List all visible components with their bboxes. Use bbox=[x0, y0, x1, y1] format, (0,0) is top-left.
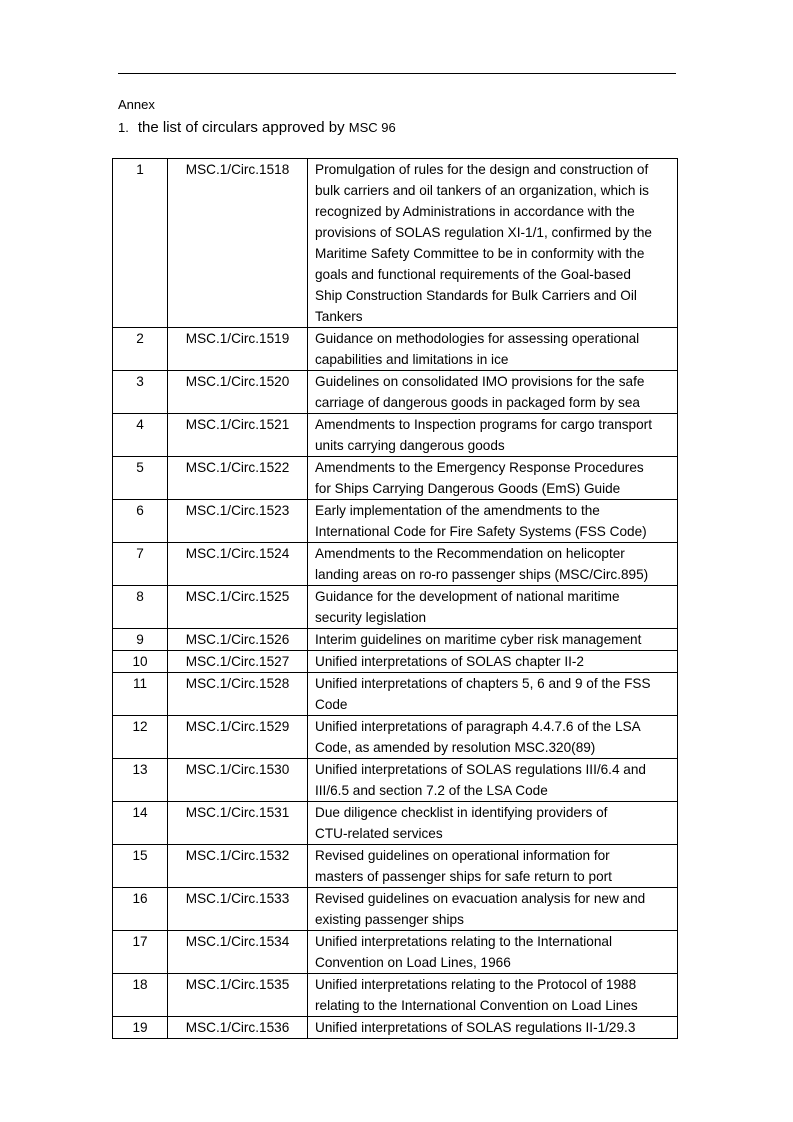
row-number: 8 bbox=[113, 586, 168, 629]
circular-reference: MSC.1/Circ.1529 bbox=[168, 716, 308, 759]
circular-title bbox=[308, 673, 678, 716]
circular-reference: MSC.1/Circ.1527 bbox=[168, 651, 308, 673]
circular-title bbox=[308, 759, 678, 802]
circular-reference: MSC.1/Circ.1519 bbox=[168, 328, 308, 371]
circulars-table bbox=[112, 158, 678, 1039]
circular-title bbox=[308, 457, 678, 500]
title-line: goals and functional requirements of the Goal-based bbox=[315, 267, 631, 282]
title-line: Convention on Load Lines, 1966 bbox=[315, 955, 511, 970]
title-line: Guidance for the development of national maritime bbox=[315, 589, 620, 604]
table-row bbox=[113, 673, 678, 716]
title-line: bulk carriers and oil tankers of an organization, which is bbox=[315, 183, 649, 198]
title-line: Guidelines on consolidated IMO provisions for the safe bbox=[315, 374, 645, 389]
title-line: masters of passenger ships for safe return to port bbox=[315, 869, 612, 884]
circular-title bbox=[308, 716, 678, 759]
title-line: security legislation bbox=[315, 610, 427, 625]
row-number: 18 bbox=[113, 974, 168, 1017]
title-line: Unified interpretations of SOLAS regulations II-1/29.3 bbox=[315, 1020, 636, 1035]
circular-title bbox=[308, 1017, 678, 1039]
title-line: relating to the International Convention on Load Lines bbox=[315, 998, 638, 1013]
title-line: Interim guidelines on maritime cyber risk management bbox=[315, 632, 642, 647]
title-line: units carrying dangerous goods bbox=[315, 438, 505, 453]
title-line: Promulgation of rules for the design and construction of bbox=[315, 162, 649, 177]
title-line: carriage of dangerous goods in packaged form by sea bbox=[315, 395, 640, 410]
circular-title bbox=[308, 371, 678, 414]
title-line: for Ships Carrying Dangerous Goods (EmS) Guide bbox=[315, 481, 621, 496]
heading-committee: MSC 96 bbox=[348, 120, 396, 135]
table-row bbox=[113, 414, 678, 457]
circular-reference: MSC.1/Circ.1536 bbox=[168, 1017, 308, 1039]
row-number: 10 bbox=[113, 651, 168, 673]
row-number: 7 bbox=[113, 543, 168, 586]
row-number: 9 bbox=[113, 629, 168, 651]
table-row bbox=[113, 845, 678, 888]
table-row bbox=[113, 931, 678, 974]
title-line: Revised guidelines on evacuation analysis for new and bbox=[315, 891, 646, 906]
row-number: 19 bbox=[113, 1017, 168, 1039]
circular-reference: MSC.1/Circ.1535 bbox=[168, 974, 308, 1017]
table-row bbox=[113, 586, 678, 629]
section-heading bbox=[118, 119, 396, 136]
title-line: CTU-related services bbox=[315, 826, 443, 841]
title-line: Unified interpretations of paragraph 4.4.7.6 of the LSA bbox=[315, 719, 641, 734]
header-rule bbox=[118, 73, 676, 74]
heading-number: 1. bbox=[118, 120, 129, 135]
title-line: Early implementation of the amendments to the bbox=[315, 503, 600, 518]
circular-title bbox=[308, 974, 678, 1017]
title-line: Maritime Safety Committee to be in conformity with the bbox=[315, 246, 645, 261]
title-line: Unified interpretations of SOLAS regulations III/6.4 and bbox=[315, 762, 646, 777]
circular-title bbox=[308, 414, 678, 457]
title-line: Due diligence checklist in identifying providers of bbox=[315, 805, 608, 820]
circular-reference: MSC.1/Circ.1528 bbox=[168, 673, 308, 716]
circular-reference: MSC.1/Circ.1522 bbox=[168, 457, 308, 500]
table-row bbox=[113, 328, 678, 371]
circular-reference: MSC.1/Circ.1525 bbox=[168, 586, 308, 629]
row-number: 16 bbox=[113, 888, 168, 931]
table-row bbox=[113, 457, 678, 500]
row-number: 4 bbox=[113, 414, 168, 457]
row-number: 5 bbox=[113, 457, 168, 500]
title-line: Ship Construction Standards for Bulk Carriers and Oil bbox=[315, 288, 637, 303]
circular-reference: MSC.1/Circ.1520 bbox=[168, 371, 308, 414]
title-line: provisions of SOLAS regulation XI-1/1, confirmed by the bbox=[315, 225, 652, 240]
title-line: Unified interpretations of chapters 5, 6 and 9 of the FSS bbox=[315, 676, 651, 691]
title-line: Code, as amended by resolution MSC.320(89) bbox=[315, 740, 596, 755]
table-row bbox=[113, 371, 678, 414]
title-line: International Code for Fire Safety Systems (FSS Code) bbox=[315, 524, 647, 539]
table-row bbox=[113, 759, 678, 802]
row-number: 11 bbox=[113, 673, 168, 716]
circular-title bbox=[308, 328, 678, 371]
circular-reference: MSC.1/Circ.1532 bbox=[168, 845, 308, 888]
row-number: 1 bbox=[113, 159, 168, 328]
heading-text: the list of circulars approved by bbox=[137, 119, 345, 136]
title-line: Code bbox=[315, 697, 348, 712]
title-line: capabilities and limitations in ice bbox=[315, 352, 509, 367]
row-number: 6 bbox=[113, 500, 168, 543]
row-number: 3 bbox=[113, 371, 168, 414]
circular-reference: MSC.1/Circ.1526 bbox=[168, 629, 308, 651]
title-line: Unified interpretations relating to the International bbox=[315, 934, 612, 949]
title-line: landing areas on ro-ro passenger ships (MSC/Circ.895) bbox=[315, 567, 649, 582]
title-line: III/6.5 and section 7.2 of the LSA Code bbox=[315, 783, 548, 798]
table-row bbox=[113, 802, 678, 845]
circular-reference: MSC.1/Circ.1533 bbox=[168, 888, 308, 931]
title-line: existing passenger ships bbox=[315, 912, 464, 927]
circular-title bbox=[308, 802, 678, 845]
circular-reference: MSC.1/Circ.1534 bbox=[168, 931, 308, 974]
title-line: Revised guidelines on operational information for bbox=[315, 848, 610, 863]
table-row bbox=[113, 500, 678, 543]
row-number: 12 bbox=[113, 716, 168, 759]
row-number: 15 bbox=[113, 845, 168, 888]
table-row bbox=[113, 629, 678, 651]
title-line: Amendments to the Recommendation on helicopter bbox=[315, 546, 625, 561]
title-line: Unified interpretations of SOLAS chapter II-2 bbox=[315, 654, 584, 669]
circular-title bbox=[308, 586, 678, 629]
annex-label: Annex bbox=[118, 97, 155, 112]
table-row bbox=[113, 974, 678, 1017]
circular-title bbox=[308, 651, 678, 673]
title-line: Guidance on methodologies for assessing operational bbox=[315, 331, 640, 346]
circular-reference: MSC.1/Circ.1524 bbox=[168, 543, 308, 586]
title-line: recognized by Administrations in accordance with the bbox=[315, 204, 635, 219]
table-row bbox=[113, 716, 678, 759]
circular-reference: MSC.1/Circ.1523 bbox=[168, 500, 308, 543]
row-number: 2 bbox=[113, 328, 168, 371]
circular-reference: MSC.1/Circ.1531 bbox=[168, 802, 308, 845]
title-line: Unified interpretations relating to the Protocol of 1988 bbox=[315, 977, 637, 992]
circular-title bbox=[308, 629, 678, 651]
table-row bbox=[113, 1017, 678, 1039]
row-number: 13 bbox=[113, 759, 168, 802]
table-row bbox=[113, 888, 678, 931]
row-number: 17 bbox=[113, 931, 168, 974]
table-row bbox=[113, 651, 678, 673]
circular-reference: MSC.1/Circ.1530 bbox=[168, 759, 308, 802]
circular-title bbox=[308, 159, 678, 328]
circular-title bbox=[308, 500, 678, 543]
row-number: 14 bbox=[113, 802, 168, 845]
circular-title bbox=[308, 931, 678, 974]
table-row bbox=[113, 159, 678, 328]
circular-reference: MSC.1/Circ.1518 bbox=[168, 159, 308, 328]
table-row bbox=[113, 543, 678, 586]
title-line: Tankers bbox=[315, 309, 363, 324]
circular-title bbox=[308, 888, 678, 931]
title-line: Amendments to the Emergency Response Procedures bbox=[315, 460, 644, 475]
circular-title bbox=[308, 845, 678, 888]
title-line: Amendments to Inspection programs for cargo transport bbox=[315, 417, 652, 432]
circular-reference: MSC.1/Circ.1521 bbox=[168, 414, 308, 457]
circular-title bbox=[308, 543, 678, 586]
